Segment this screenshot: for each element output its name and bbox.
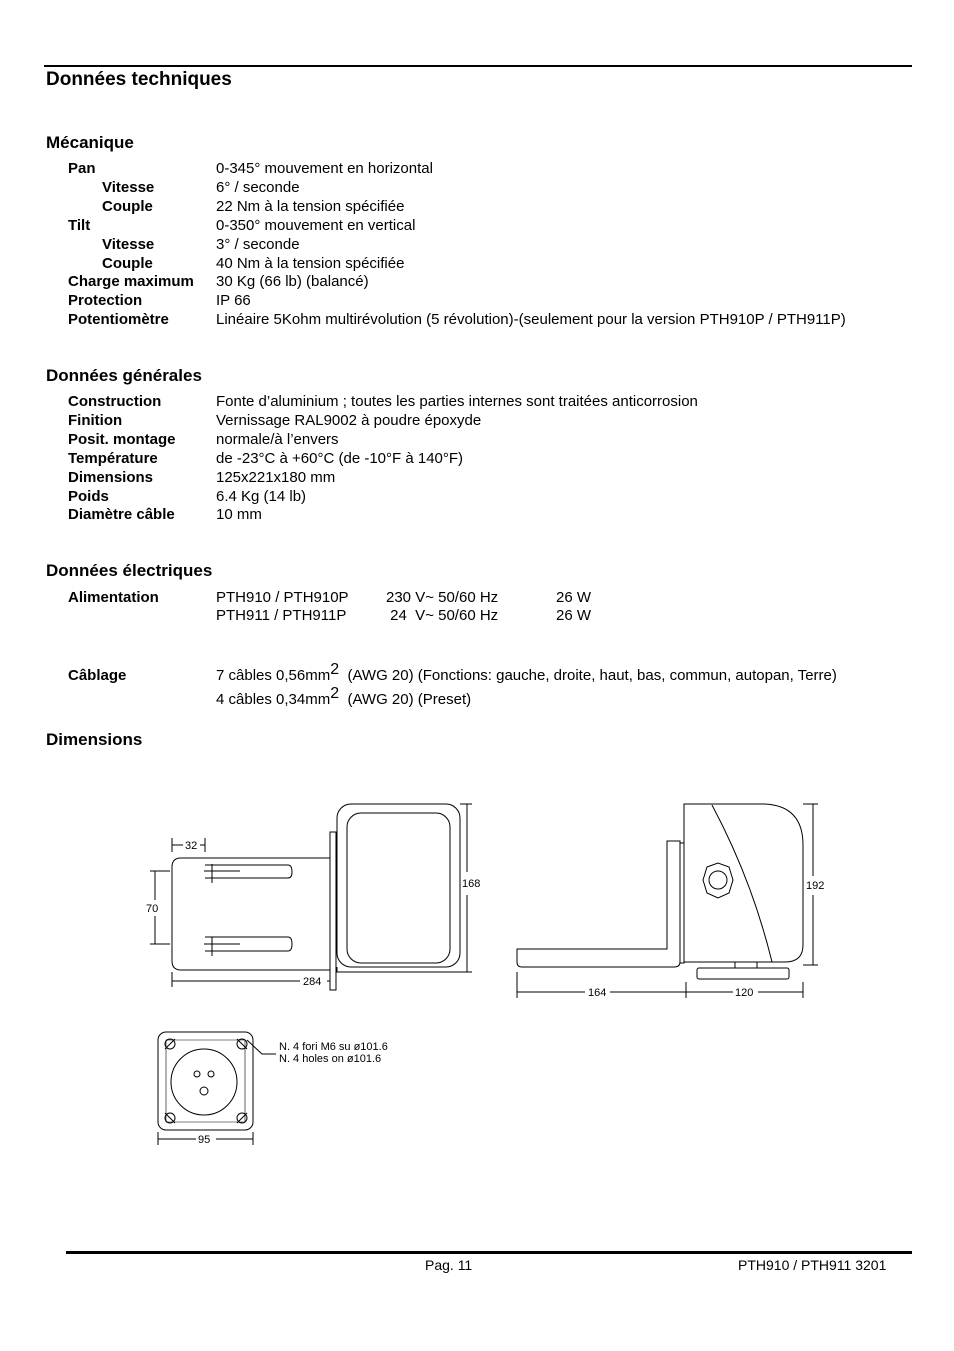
spec-value: 0-350° mouvement en vertical bbox=[216, 216, 416, 234]
spec-value: 0-345° mouvement en horizontal bbox=[216, 160, 433, 177]
spec-label: Charge maximum bbox=[68, 273, 194, 291]
spec-label: Pan bbox=[68, 160, 96, 177]
holes-note-en: N. 4 holes on ø101.6 bbox=[279, 1053, 382, 1065]
page-number: Pag. 11 bbox=[425, 1257, 473, 1273]
spec-label: Vitesse bbox=[102, 235, 155, 253]
spec-label: Finition bbox=[68, 411, 123, 429]
dim-label-164: 164 bbox=[588, 987, 607, 999]
spec-label: Couple bbox=[102, 197, 153, 215]
alim-model-2: PTH911 / PTH911P bbox=[216, 607, 347, 624]
spec-value: 30 Kg (66 lb) (balancé) bbox=[216, 273, 369, 291]
spec-label: Vitesse bbox=[102, 178, 155, 196]
spec-value: Fonte d’aluminium ; toutes les parties internes sont traitées anticorrosion bbox=[216, 393, 698, 410]
dim-label-70: 70 bbox=[146, 903, 159, 915]
dim-label-168: 168 bbox=[462, 878, 481, 890]
dim-label-284: 284 bbox=[303, 976, 322, 988]
spec-value: 40 Nm à la tension spécifiée bbox=[216, 254, 405, 272]
spec-value: 6.4 Kg (14 lb) bbox=[216, 487, 307, 505]
spec-label: Tilt bbox=[68, 216, 91, 234]
spec-value: IP 66 bbox=[216, 292, 251, 310]
section-heading-mecanique: Mécanique bbox=[46, 133, 134, 152]
alim-power-2: 26 W bbox=[556, 607, 592, 624]
alim-power-1: 26 W bbox=[556, 589, 592, 606]
alimentation-label: Alimentation bbox=[68, 589, 159, 606]
spec-label: Dimensions bbox=[68, 468, 154, 486]
spec-label: Posit. montage bbox=[68, 430, 176, 448]
cablage-line-1: 7 câbles $0,56mm^2$ (AWG 20) (Fonctions: gauche, droite, haut, bas, commun, autopan, Terre) bbox=[216, 661, 837, 684]
spec-value: 6° / seconde bbox=[216, 178, 300, 196]
spec-label: Protection bbox=[68, 292, 143, 310]
document-code: PTH910 / PTH911 3201 bbox=[738, 1257, 887, 1273]
dim-label-120: 120 bbox=[735, 987, 754, 999]
spec-label: Couple bbox=[102, 254, 153, 272]
dim-label-32: 32 bbox=[185, 840, 198, 852]
dim-label-192: 192 bbox=[806, 880, 825, 892]
spec-value: 22 Nm à la tension spécifiée bbox=[216, 197, 405, 215]
section-heading-dimensions: Dimensions bbox=[46, 730, 143, 749]
spec-label: Potentiomètre bbox=[68, 311, 169, 329]
alim-model-1: PTH910 / PTH910P bbox=[216, 589, 349, 606]
spec-label: Construction bbox=[68, 393, 162, 410]
cablage-line-2: 4 câbles $0,34mm^2$ (AWG 20) (Preset) bbox=[216, 685, 472, 708]
alim-voltage-1: 230 V~ 50/60 Hz bbox=[386, 589, 499, 606]
alim-voltage-2: 24 V~ 50/60 Hz bbox=[386, 607, 499, 624]
drawing-side-view-left bbox=[150, 804, 472, 990]
holes-note-it: N. 4 fori M6 su ø101.6 bbox=[279, 1041, 388, 1053]
spec-value: Vernissage RAL9002 à poudre époxyde bbox=[216, 411, 482, 429]
section-heading-generales: Données générales bbox=[46, 366, 202, 385]
spec-label: Poids bbox=[68, 487, 109, 505]
spec-value: 125x221x180 mm bbox=[216, 468, 336, 486]
drawing-side-view-right bbox=[517, 804, 818, 998]
dim-label-95: 95 bbox=[198, 1134, 211, 1146]
spec-value: de -23°C à +60°C (de -10°F à 140°F) bbox=[216, 449, 464, 467]
spec-value: 3° / seconde bbox=[216, 235, 300, 253]
spec-label: Diamètre câble bbox=[68, 506, 175, 524]
spec-value: 10 mm bbox=[216, 506, 262, 524]
spec-value: Linéaire 5Kohm multirévolution (5 révolution)-(seulement pour la version PTH910P / PTH911P) bbox=[216, 311, 846, 329]
drawing-base-view bbox=[158, 1032, 276, 1145]
cablage-label: Câblage bbox=[68, 667, 127, 684]
section-heading-electriques: Données électriques bbox=[46, 561, 213, 580]
page-title: Données techniques bbox=[46, 69, 232, 90]
bottom-rule bbox=[66, 1251, 912, 1254]
spec-label: Température bbox=[68, 449, 158, 467]
spec-value: normale/à l’envers bbox=[216, 430, 339, 448]
